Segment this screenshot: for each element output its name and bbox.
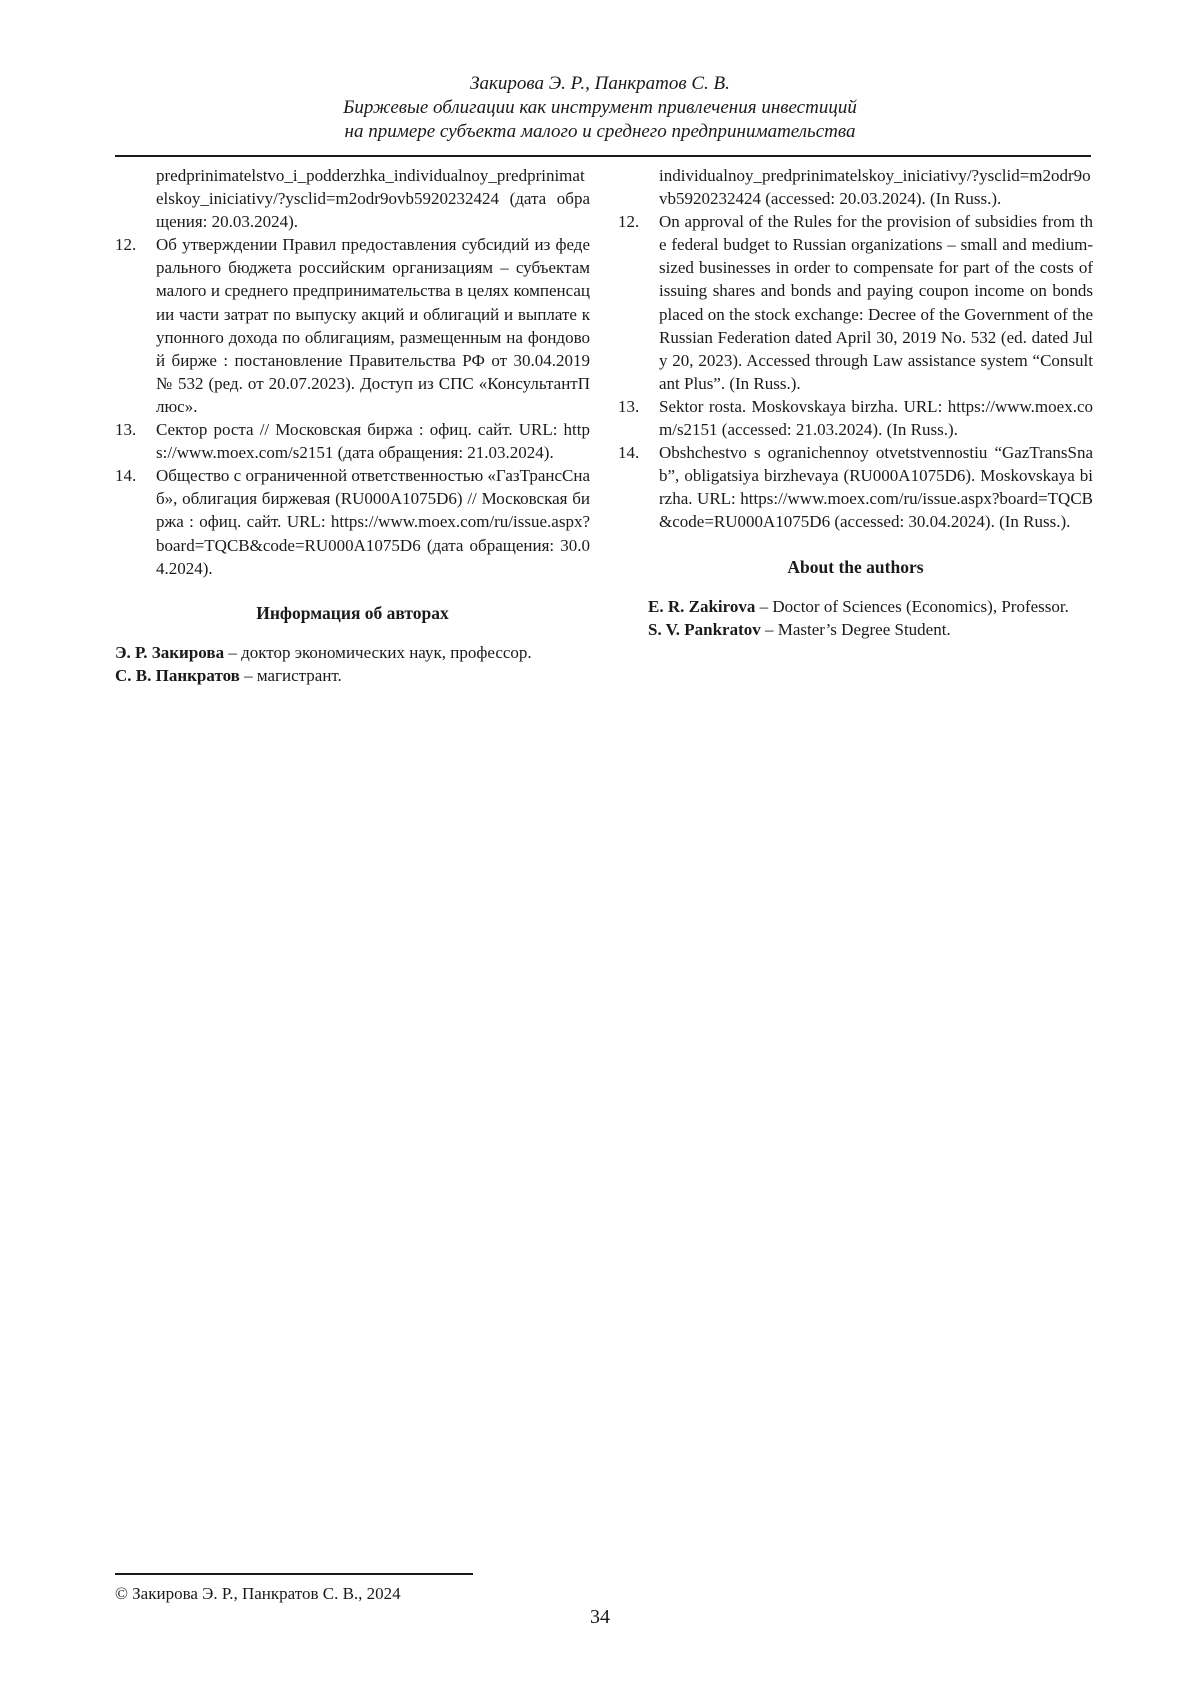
reference-text: Сектор роста // Московская биржа : офиц. сайт. URL: https://www.moex.com/s2151 (дата обращения: 21.03.2024). (156, 418, 590, 464)
right-column (618, 164, 1093, 641)
reference-number: 13. (618, 395, 639, 418)
reference-item-12 (618, 210, 1093, 395)
reference-text: On approval of the Rules for the provision of subsidies from the federal budget to Russian organizations – small and medium-sized businesses in order to compensate for part of the costs of issuing shares and bonds and paying coupon income on bonds placed on the stock exchange: Decree of the Government of the Russian Federation dated April 30, 2019 No. 532 (ed. dated July 20, 2023). Accessed through Law assistance system “Consultant Plus”. (In Russ.). (659, 210, 1093, 395)
reference-continuation (618, 164, 1093, 210)
author-description: – Doctor of Sciences (Economics), Professor. (755, 597, 1068, 616)
reference-number: 12. (115, 233, 136, 256)
reference-text: Общество с ограниченной ответственностью «ГазТрансСнаб», облигация биржевая (RU000A1075D6) // Московская биржа : офиц. сайт. URL: https://www.moex.com/ru/issue.aspx?board=TQCB&code=RU000A1075D6 (дата обращения: 30.04.2024). (156, 464, 590, 579)
author-name: С. В. Панкратов (115, 666, 240, 685)
reference-text: Об утверждении Правил предоставления субсидий из федерального бюджета российским организациям – субъектам малого и среднего предпринимательства в целях компенсации части затрат по выпуску акций и облигаций и выплате купонного дохода по облигациям, размещенным на фондовой бирже : постановление Правительства РФ от 30.04.2019 № 532 (ред. от 20.07.2023). Доступ из СПС «КонсультантПлюс». (156, 233, 590, 418)
header-authors: Закирова Э. Р., Панкратов С. В. (0, 72, 1200, 96)
author-name: E. R. Zakirova (648, 597, 755, 616)
header-title-line-2: на примере субъекта малого и среднего предпринимательства (0, 120, 1200, 144)
copyright-footnote: © Закирова Э. Р., Панкратов С. В., 2024 (115, 1584, 401, 1604)
header-rule (115, 155, 1091, 157)
reference-text: predprinimatelstvo_i_podderzhka_individualnoy_predprinimatelskoy_iniciativy/?ysclid=m2odr9ovb5920232424 (дата обращения: 20.03.2024). (156, 164, 590, 233)
page-number: 34 (0, 1606, 1200, 1629)
reference-item-12 (115, 233, 590, 418)
reference-number: 14. (618, 441, 639, 464)
footnote-rule (115, 1573, 473, 1575)
reference-item-14 (618, 441, 1093, 533)
reference-number: 12. (618, 210, 639, 233)
author-entry (115, 664, 590, 687)
author-description: – доктор экономических наук, профессор. (224, 643, 532, 662)
author-entry (618, 618, 1093, 641)
reference-number: 13. (115, 418, 136, 441)
running-header (0, 72, 1200, 144)
authors-section-title: About the authors (618, 556, 1093, 579)
reference-continuation (115, 164, 590, 233)
reference-text: Obshchestvo s ogranichennoy otvetstvennostiu “GazTransSnab”, obligatsiya birzhevaya (RU000A1075D6). Moskovskaya birzha. URL: https://www.moex.com/ru/issue.aspx?board=TQCB&code=RU000A1075D6 (accessed: 30.04.2024). (In Russ.). (659, 441, 1093, 533)
authors-section-title: Информация об авторах (115, 602, 590, 625)
reference-item-14 (115, 464, 590, 579)
author-name: Э. Р. Закирова (115, 643, 224, 662)
author-name: S. V. Pankratov (648, 620, 761, 639)
author-description: – Master’s Degree Student. (761, 620, 951, 639)
reference-item-13 (115, 418, 590, 464)
reference-number: 14. (115, 464, 136, 487)
author-entry (618, 595, 1093, 618)
author-description: – магистрант. (240, 666, 342, 685)
reference-text: individualnoy_predprinimatelskoy_iniciativy/?ysclid=m2odr9ovb5920232424 (accessed: 20.03.2024). (In Russ.). (659, 164, 1093, 210)
header-title-line-1: Биржевые облигации как инструмент привлечения инвестиций (0, 96, 1200, 120)
author-entry (115, 641, 590, 664)
reference-text: Sektor rosta. Moskovskaya birzha. URL: https://www.moex.com/s2151 (accessed: 21.03.2024). (In Russ.). (659, 395, 1093, 441)
reference-item-13 (618, 395, 1093, 441)
left-column (115, 164, 590, 687)
